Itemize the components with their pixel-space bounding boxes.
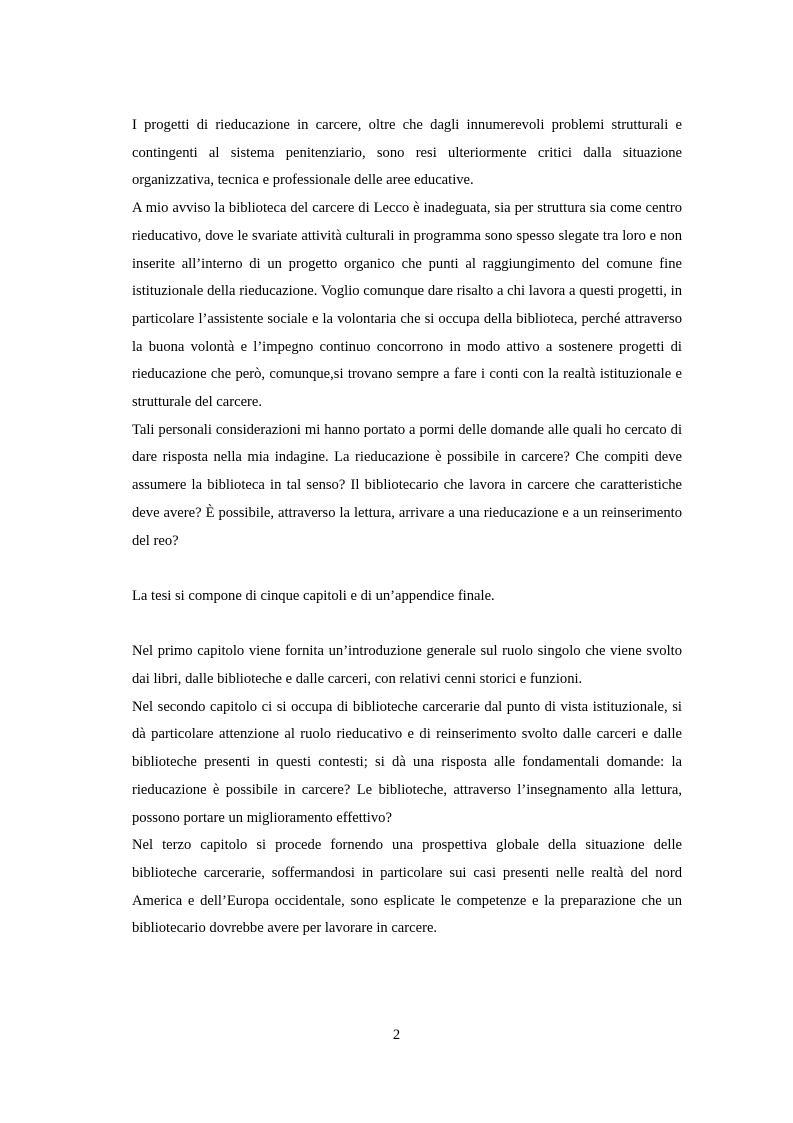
- paragraph-thesis-structure: La tesi si compone di cinque capitoli e di un’appendice finale.: [132, 587, 495, 604]
- paragraph-chapter-two: Nel secondo capitolo ci si occupa di biblioteche carcerarie dal punto di vista istituzionale, si dà particolare attenzione al ruolo rieducativo e di reinserimento svolto dalle carceri e dalle biblioteche presenti in questi contesti; si dà una risposta alle fondamentali domande: la rieducazione è possibile in carcere? Le biblioteche, attraverso l’insegnamento alla lettura, possono portare un miglioramento effettivo?: [132, 698, 682, 826]
- paragraph-intro-problems: I progetti di rieducazione in carcere, oltre che dagli innumerevoli problemi strutturali e contingenti al sistema penitenziario, sono resi ulteriormente critici dalla situazione organizzativa, tecnica e professionale delle aree educative.: [132, 117, 682, 189]
- page-number: 2: [392, 1027, 401, 1043]
- paragraph-lecco-library: A mio avviso la biblioteca del carcere di Lecco è inadeguata, sia per struttura sia come centro rieducativo, dove le svariate attività culturali in programma sono spesso slegate tra loro e non inserite all’interno di un progetto organico che punti al raggiungimento del comune fine istituzionale della rieducazione. Voglio comunque dare risalto a chi lavora a questi progetti, in particolare l’assistente sociale e la volontaria che si occupa della biblioteca, perché attraverso la buona volontà e l’impegno continuo concorrono in modo attivo a sostenere progetti di rieducazione che però, comunque,si trovano sempre a fare i conti con la realtà istituzionale e strutturale del carcere.: [132, 200, 682, 411]
- paragraph-chapter-three: Nel terzo capitolo si procede fornendo una prospettiva globale della situazione delle biblioteche carcerarie, soffermandosi in particolare sui casi presenti nelle realtà del nord America e dell’Europa occidentale, sono esplicate le competenze e la preparazione che un bibliotecario dovrebbe avere per lavorare in carcere.: [132, 837, 682, 937]
- paragraph-chapter-one: Nel primo capitolo viene fornita un’introduzione generale sul ruolo singolo che viene svolto dai libri, dalle biblioteche e dalle carceri, con relativi cenni storici e funzioni.: [132, 643, 682, 688]
- body-text: [132, 112, 682, 943]
- paragraph-research-questions: Tali personali considerazioni mi hanno portato a pormi delle domande alle quali ho cercato di dare risposta nella mia indagine. La rieducazione è possibile in carcere? Che compiti deve assumere la biblioteca in tal senso? Il bibliotecario che lavora in carcere che caratteristiche deve avere? È possibile, attraverso la lettura, arrivare a una rieducazione e a un reinserimento del reo?: [132, 421, 682, 549]
